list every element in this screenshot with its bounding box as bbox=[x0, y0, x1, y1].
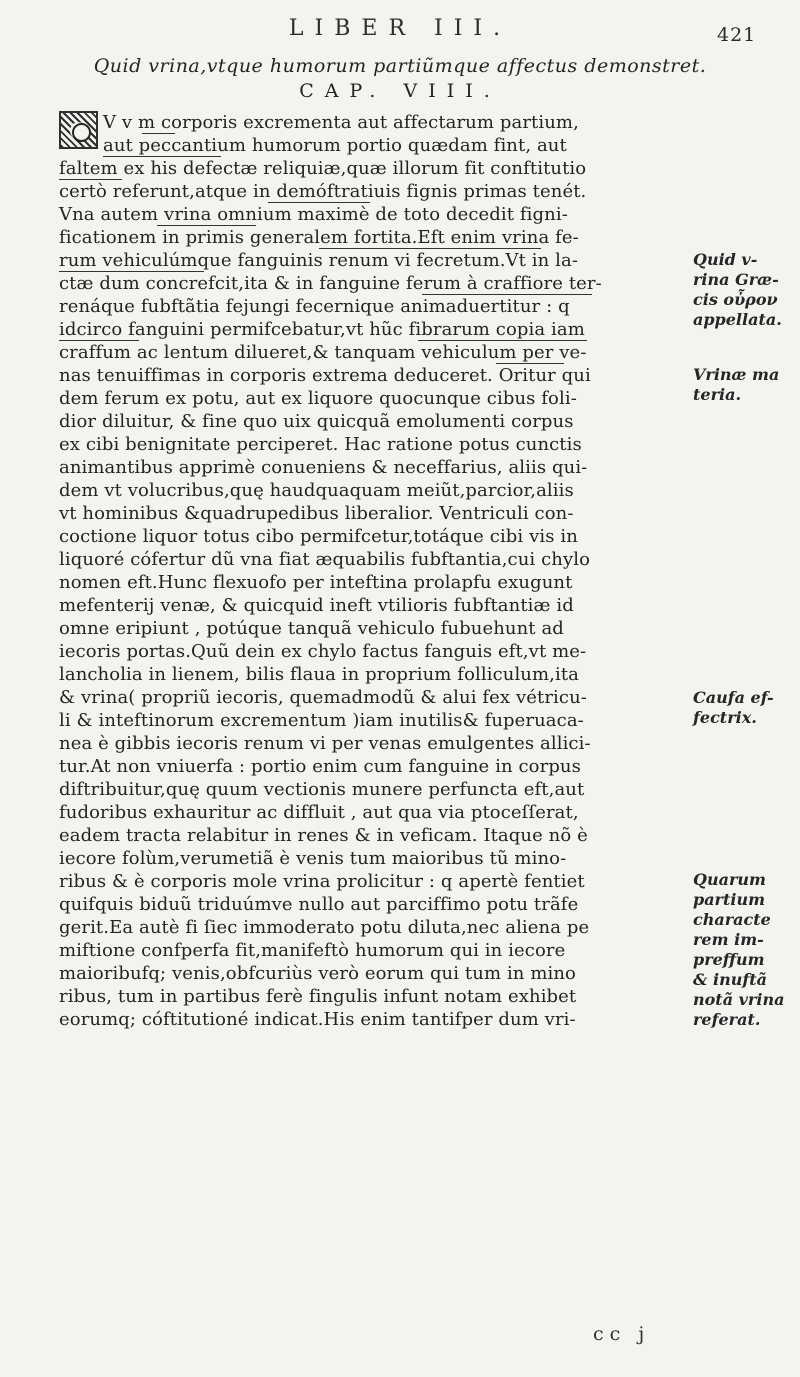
body-line: faltem ex his defectæ reliquiæ,quæ illorum fit conftitutio bbox=[59, 158, 587, 179]
body-line: ctæ dum concrefcit,ita & in fanguine ferum à craffiore ter- bbox=[59, 273, 602, 294]
body-line: rum vehiculúmque fanguinis renum vi fecretum.Vt in la- bbox=[59, 250, 579, 271]
underline-mark bbox=[418, 340, 587, 341]
signature-mark: cc j bbox=[593, 1323, 651, 1345]
body-line: mefenterij venæ, & quicquid ineft vtilioris fubftantiæ id bbox=[59, 595, 574, 616]
body-line: maioribufq; venis,obfcuriùs verò eorum qui tum in mino bbox=[59, 963, 576, 984]
body-line: nas tenuiffimas in corporis extrema deduceret. Oritur qui bbox=[59, 365, 591, 386]
body-line: aut peccantium humorum portio quædam fint, aut bbox=[103, 135, 567, 156]
body-line: dem vt volucribus,quę haudquaquam meiũt,parcior,aliis bbox=[59, 480, 574, 501]
body-line: Vna autem vrina omnium maximè de toto decedit figni- bbox=[59, 204, 568, 225]
body-line: & vrina( propriũ iecoris, quemadmodũ & alui fex vétricu- bbox=[59, 687, 587, 708]
body-line: miftione confperfa fit,manifeftò humorum qui in iecore bbox=[59, 940, 566, 961]
body-line: diftribuitur,quę quum vectionis munere perfuncta eft,aut bbox=[59, 779, 585, 800]
page-number: 421 bbox=[717, 24, 757, 46]
margin-note-partium-characterem: Quarum partium characte rem im- preffum & inuftã notã vrina referat. bbox=[693, 870, 785, 1029]
chapter-label: CAP. VIII. bbox=[299, 80, 501, 102]
body-line: ex cibi benignitate perciperet. Hac ratione potus cunctis bbox=[59, 434, 582, 455]
body-line: quifquis biduũ triduúmve nullo aut parciffimo potu trãfe bbox=[59, 894, 579, 915]
body-line: gerit.Ea autè fi ſiec immoderato potu diluta,nec aliena pe bbox=[59, 917, 590, 938]
underline-mark bbox=[157, 225, 256, 226]
body-line: coctione liquor totus cibo permifcetur,totáque cibi vis in bbox=[59, 526, 578, 547]
underline-mark bbox=[422, 294, 592, 295]
body-line: tur.At non vniuerfa : portio enim cum fanguine in corpus bbox=[59, 756, 581, 777]
underline-mark bbox=[496, 363, 564, 364]
body-line: iecoris portas.Quũ dein ex chylo factus fanguis eft,vt me- bbox=[59, 641, 587, 662]
margin-note-vrinae-materia: Vrinæ ma teria. bbox=[693, 365, 780, 404]
body-line: renáque fubftãtia fejungi fecernique animaduertitur : q bbox=[59, 296, 570, 317]
body-line: nomen eft.Hunc flexuofo per inteftina prolapfu exugunt bbox=[59, 572, 573, 593]
body-line: dem ferum ex potu, aut ex liquore quocunque cibus foli- bbox=[59, 388, 577, 409]
body-line: omne eripiunt , potúque tanquã vehiculo fubuehunt ad bbox=[59, 618, 564, 639]
underline-mark bbox=[319, 248, 541, 249]
body-line: dior diluitur, & fine quo uix quicquã emolumenti corpus bbox=[59, 411, 574, 432]
body-line: li & inteftinorum excrementum )iam inutilis& fuperuaca- bbox=[59, 710, 584, 731]
body-line: animantibus apprimè conueniens & neceffarius, aliis qui- bbox=[59, 457, 588, 478]
body-line: certò referunt,atque in demóftratiuis fignis primas tenét. bbox=[59, 181, 587, 202]
chapter-summary: Quid vrina,vtque humorum partiũmque affectus demonstret. bbox=[93, 55, 707, 77]
ornamental-initial-q-icon bbox=[59, 111, 98, 149]
underline-mark bbox=[103, 156, 221, 157]
body-line: ribus, tum in partibus ferè fingulis infunt notam exhibet bbox=[59, 986, 577, 1007]
body-line: craffum ac lentum dilueret,& tanquam vehiculum per ve- bbox=[59, 342, 587, 363]
body-line: vt hominibus &quadrupedibus liberalior. Ventriculi con- bbox=[59, 503, 574, 524]
underline-mark bbox=[59, 179, 122, 180]
body-line: eadem tracta relabitur in renes & in veficam. Itaque nõ è bbox=[59, 825, 588, 846]
margin-note-quid-vrina: Quid v- rina Græ- cis οὖρον appellata. bbox=[693, 250, 782, 329]
body-line: liquoré cófertur dũ vna fiat æquabilis fubftantia,cui chylo bbox=[59, 549, 591, 570]
underline-mark bbox=[268, 202, 370, 203]
underline-mark bbox=[142, 133, 175, 134]
body-line: fudoribus exhauritur ac diffluit , aut qua via ptoceſſerat, bbox=[59, 802, 579, 823]
margin-note-causa-efficiens: Caufa ef- fectrix. bbox=[693, 688, 774, 727]
body-line: idcirco fanguini permifcebatur,vt hũc fibrarum copia iam bbox=[59, 319, 585, 340]
body-line: nea è gibbis iecoris renum vi per venas emulgentes allici- bbox=[59, 733, 591, 754]
body-line: V v m corporis excrementa aut affectarum partium, bbox=[103, 112, 579, 133]
body-line: ficationem in primis generalem fortita.Eft enim vrina fe- bbox=[59, 227, 579, 248]
underline-mark bbox=[59, 271, 204, 272]
body-line: eorumq; cóftitutioné indicat.His enim tantifper dum vri- bbox=[59, 1009, 576, 1030]
body-line: lancholia in lienem, bilis flaua in proprium folliculum,ita bbox=[59, 664, 580, 685]
body-line: iecore folùm,verumetiã è venis tum maioribus tũ mino- bbox=[59, 848, 567, 869]
running-head: LIBER III. bbox=[288, 16, 512, 41]
body-line: ribus & è corporis mole vrina prolicitur : q apertè fentiet bbox=[59, 871, 585, 892]
underline-mark bbox=[59, 340, 139, 341]
